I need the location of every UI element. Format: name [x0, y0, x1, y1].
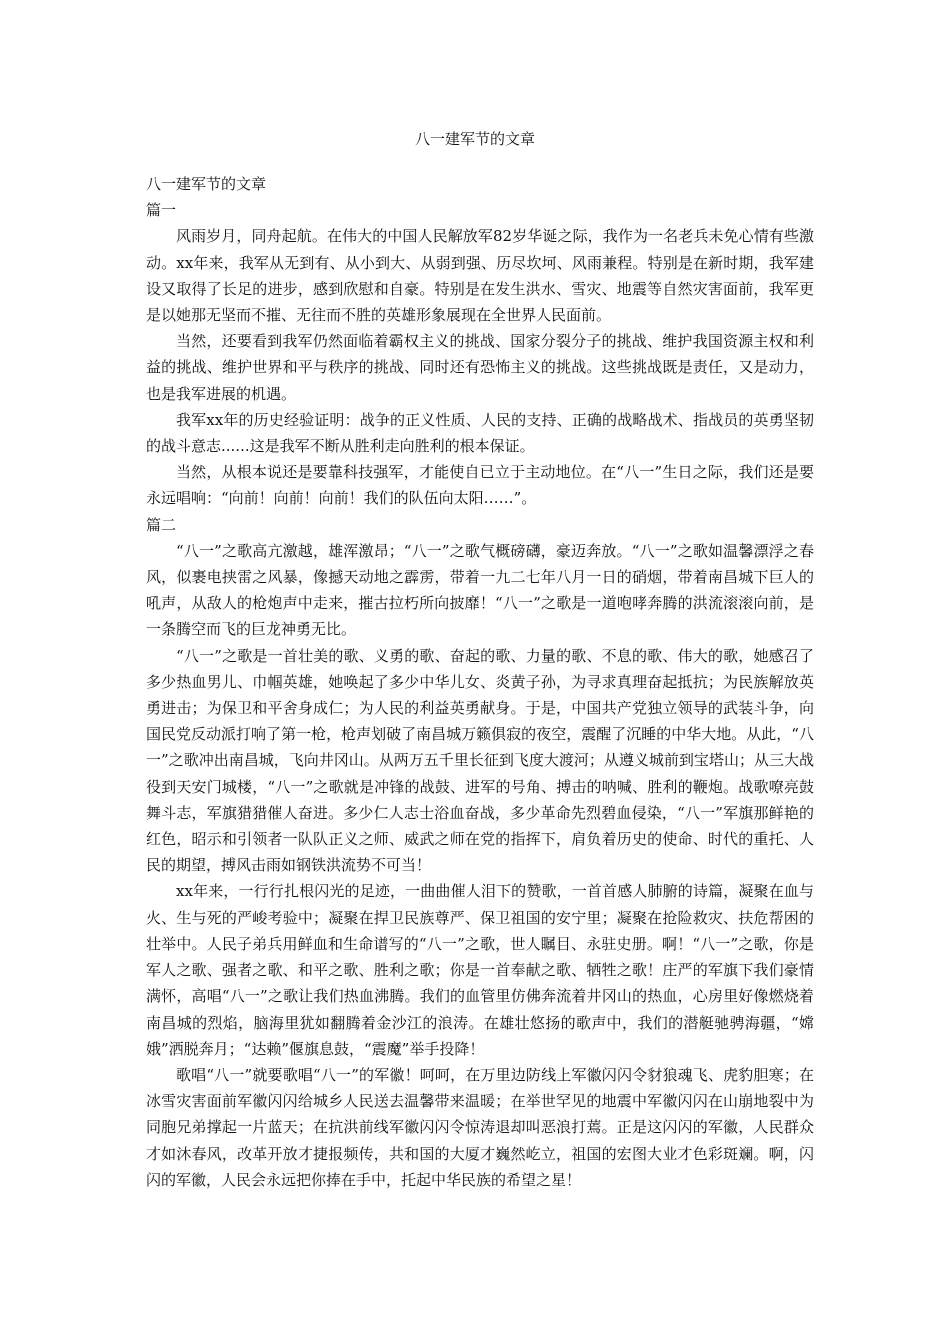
document-title: 八一建军节的文章: [414, 130, 535, 148]
document-body: [146, 171, 814, 1193]
section1-paragraph-1: 风雨岁月，同舟起航。在伟大的中国人民解放军82岁华诞之际，我作为一名老兵未免心情有些激动。xx年来，我军从无到有、从小到大、从弱到强、历尽坎坷、风雨兼程。特别是在新时期，我军建设又取得了长足的进步，感到欣慰和自豪。特别是在发生洪水、雪灾、地震等自然灾害面前，我军更是以她那无坚而不摧、无往而不胜的英雄形象展现在全世界人民面前。: [146, 227, 814, 325]
section1-paragraph-3: 我军xx年的历史经验证明：战争的正义性质、人民的支持、正确的战略战术、指战员的英勇坚韧的战斗意志......这是我军不断从胜利走向胜利的根本保证。: [146, 410, 814, 456]
section2-paragraph-4: 歌唱“八一”就要歌唱“八一”的军徽！呵呵，在万里边防线上军徽闪闪令豺狼魂飞、虎豹胆寒；在冰雪灾害面前军徽闪闪给城乡人民送去温馨带来温暖；在举世罕见的地震中军徽闪闪在山崩地裂中为同胞兄弟撑起一片蓝天；在抗洪前线军徽闪闪令惊涛退却叫恶浪打蔫。正是这闪闪的军徽，人民群众才如沐春风，改革开放才捷报频传，共和国的大厦才巍然屹立，祖国的宏图大业才色彩斑斓。啊，闪闪的军徽，人民会永远把你捧在手中，托起中华民族的希望之星！: [146, 1065, 814, 1189]
section1-paragraph-2: 当然，还要看到我军仍然面临着霸权主义的挑战、国家分裂分子的挑战、维护我国资源主权和利益的挑战、维护世界和平与秩序的挑战、同时还有恐怖主义的挑战。这些挑战既是责任，又是动力，也是我军进展的机遇。: [146, 332, 814, 403]
section-heading-1: 篇一: [146, 201, 177, 220]
section2-paragraph-3: xx年来，一行行扎根闪光的足迹，一曲曲催人泪下的赞歌，一首首感人肺腑的诗篇，凝聚在血与火、生与死的严峻考验中；凝聚在捍卫民族尊严、保卫祖国的安宁里；凝聚在抢险救灾、扶危帮困的壮举中。人民子弟兵用鲜血和生命谱写的“八一”之歌，世人瞩目、永驻史册。啊！“八一”之歌，你是军人之歌、强者之歌、和平之歌、胜利之歌；你是一首奉献之歌、牺牲之歌！庄严的军旗下我们豪情满怀，高唱“八一”之歌让我们热血沸腾。我们的血管里仿佛奔流着井冈山的热血，心房里好像燃烧着南昌城的烈焰，脑海里犹如翻腾着金沙江的浪涛。在雄壮悠扬的歌声中，我们的潜艇驰骋海疆，“嫦娥”洒脱奔月；“达赖”偃旗息鼓，“震魔”举手投降！: [146, 882, 814, 1058]
section1-paragraph-4: 当然，从根本说还是要靠科技强军，才能使自已立于主动地位。在“八一”生日之际，我们还是要永远唱响：“向前！向前！向前！我们的队伍向太阳……”。: [146, 463, 814, 508]
section-heading-2: 篇二: [146, 515, 177, 534]
document-subtitle: 八一建军节的文章: [146, 175, 267, 193]
section2-paragraph-2: “八一”之歌是一首壮美的歌、义勇的歌、奋起的歌、力量的歌、不息的歌、伟大的歌，她感召了多少热血男儿、巾帼英雄，她唤起了多少中华儿女、炎黄子孙，为寻求真理奋起抵抗；为民族解放英勇进击；为保卫和平舍身成仁；为人民的利益英勇献身。于是，中国共产党独立领导的武装斗争，向国民党反动派打响了第一枪，枪声划破了南昌城万籁俱寂的夜空，震醒了沉睡的中华大地。从此，“八一”之歌冲出南昌城，飞向井冈山。从两万五千里长征到飞度大渡河；从遵义城前到宝塔山；从三大战役到天安门城楼，“八一”之歌就是冲锋的战鼓、进军的号角、搏击的呐喊、胜利的鞭炮。战歌嘹亮鼓舞斗志，军旗猎猎催人奋进。多少仁人志士浴血奋战，多少革命先烈碧血侵染，“八一”军旗那鲜艳的红色，昭示和引领者一队队正义之师、威武之师在党的指挥下，肩负着历史的使命、时代的重托、人民的期望，搏风击雨如钢铁洪流势不可当！: [146, 646, 814, 875]
section2-paragraph-1: “八一”之歌高亢激越，雄浑激昂；“八一”之歌气概磅礴，豪迈奔放。“八一”之歌如温馨漂浮之春风，似裹电挟雷之风暴，像撼天动地之霹雳，带着一九二七年八月一日的硝烟，带着南昌城下巨人的吼声，从敌人的枪炮声中走来，摧古拉朽所向披靡！“八一”之歌是一道咆哮奔腾的洪流滚滚向前，是一条腾空而飞的巨龙神勇无比。: [146, 541, 814, 639]
